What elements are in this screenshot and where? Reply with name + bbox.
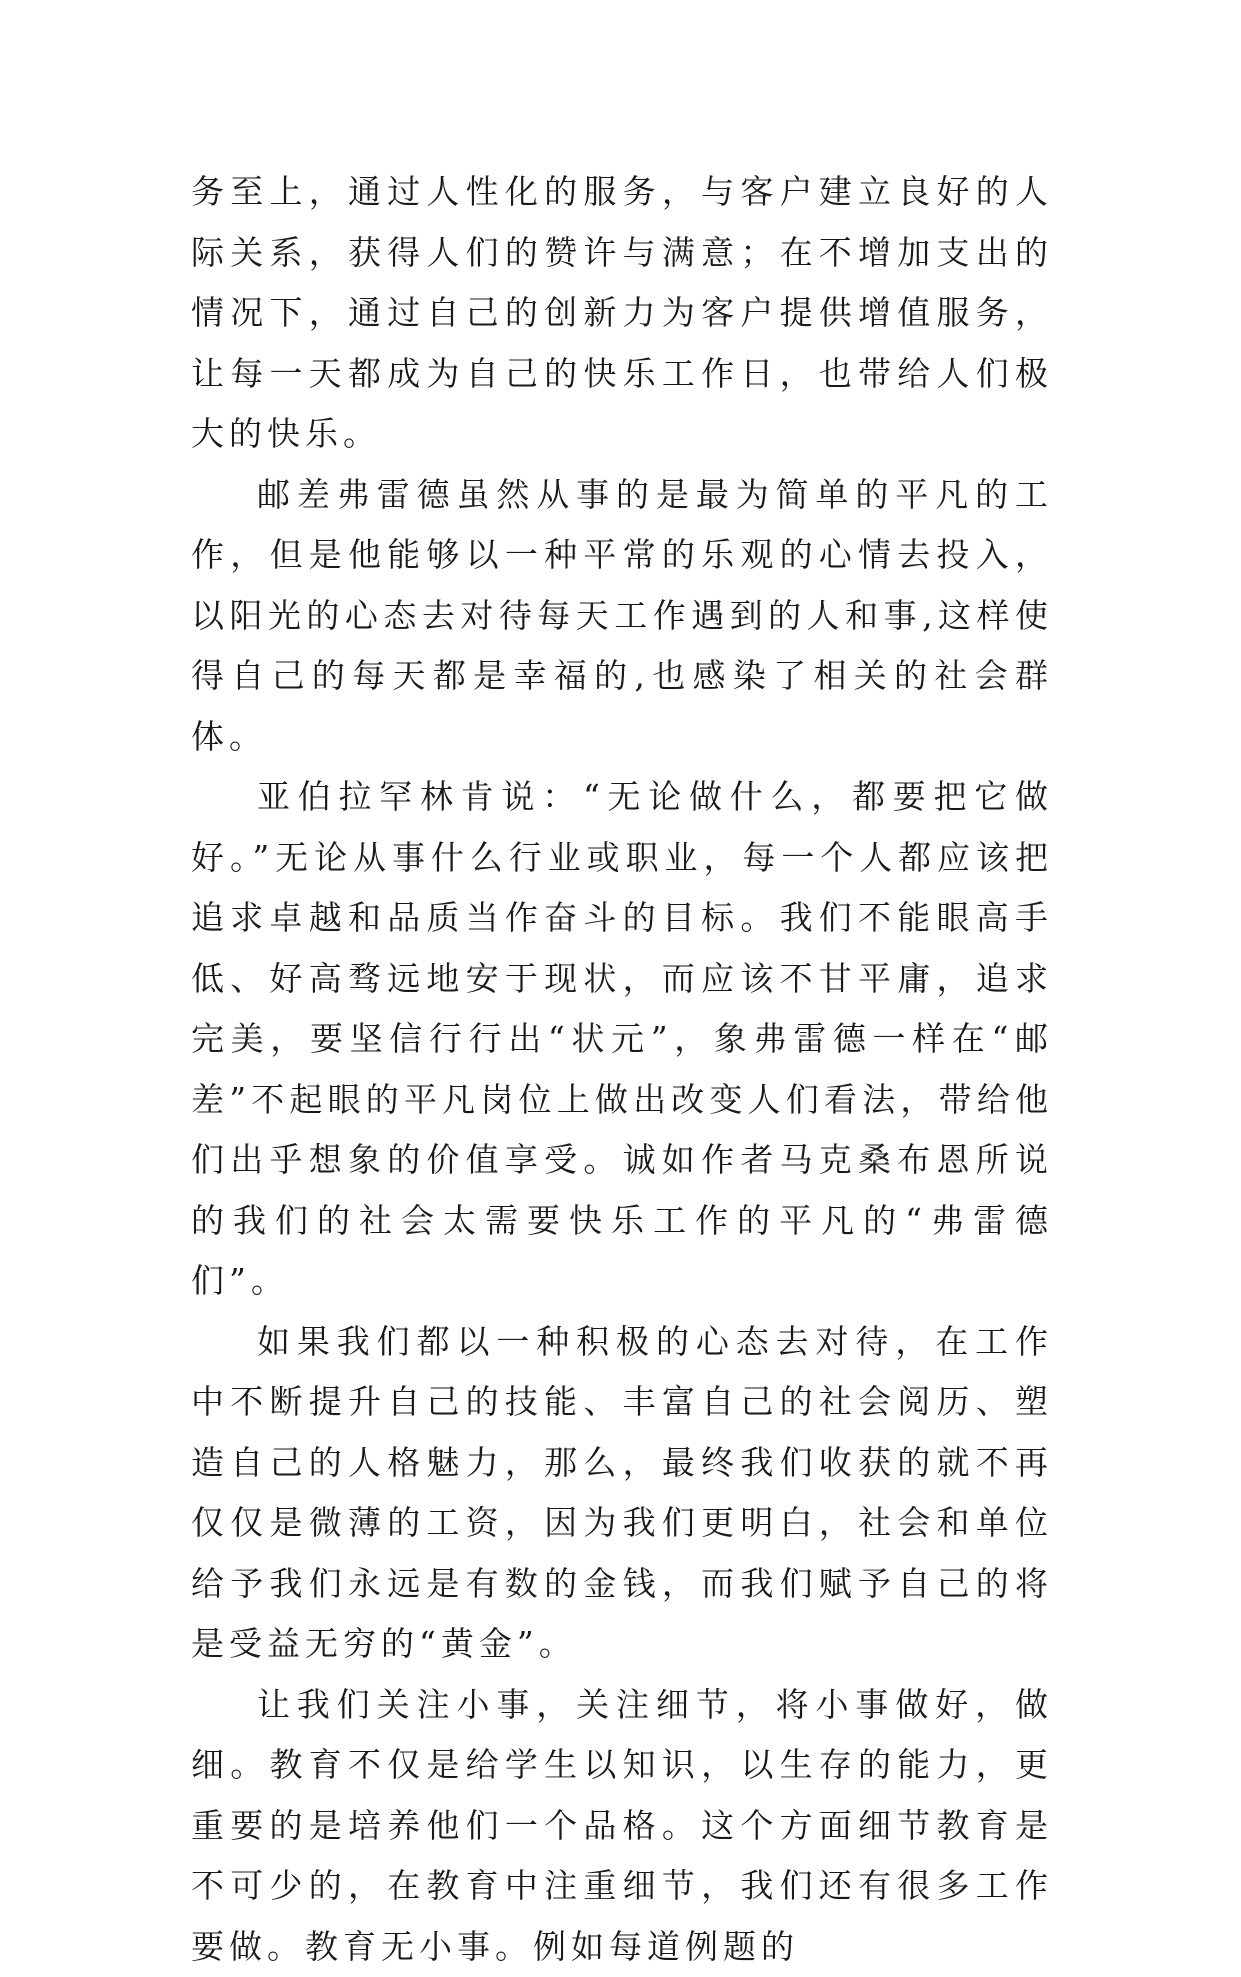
paragraph-3: 亚伯拉罕林肯说：“无论做什么，都要把它做好。”无论从事什么行业或职业，每一个人都应该把追求卓越和品质当作奋斗的目标。我们不能眼高手低、好高骛远地安于现状，而应该不甘平庸，追求完美，要坚信行行出“状元”，象弗雷德一样在“邮差”不起眼的平凡岗位上做出改变人们看法，带给他们出乎想象的价值享受。诚如作者马克桑布恩所说的我们的社会太需要快乐工作的平凡的“弗雷德们”。 [191,767,1053,1312]
document-body [191,162,1053,1977]
paragraph-4: 如果我们都以一种积极的心态去对待，在工作中不断提升自己的技能、丰富自己的社会阅历、塑造自己的人格魅力，那么，最终我们收获的就不再仅仅是微薄的工资，因为我们更明白，社会和单位给予我们永远是有数的金钱，而我们赋予自己的将是受益无穷的“黄金”。 [191,1312,1053,1675]
paragraph-5: 让我们关注小事，关注细节，将小事做好，做细。教育不仅是给学生以知识，以生存的能力，更重要的是培养他们一个品格。这个方面细节教育是不可少的，在教育中注重细节，我们还有很多工作要做。教育无小事。例如每道例题的 [191,1675,1053,1977]
paragraph-2: 邮差弗雷德虽然从事的是最为简单的平凡的工作，但是他能够以一种平常的乐观的心情去投入，以阳光的心态去对待每天工作遇到的人和事,这样使得自己的每天都是幸福的,也感染了相关的社会群体。 [191,465,1053,768]
paragraph-1: 务至上，通过人性化的服务，与客户建立良好的人际关系，获得人们的赞许与满意；在不增加支出的情况下，通过自己的创新力为客户提供增值服务，让每一天都成为自己的快乐工作日，也带给人们极大的快乐。 [191,162,1053,465]
